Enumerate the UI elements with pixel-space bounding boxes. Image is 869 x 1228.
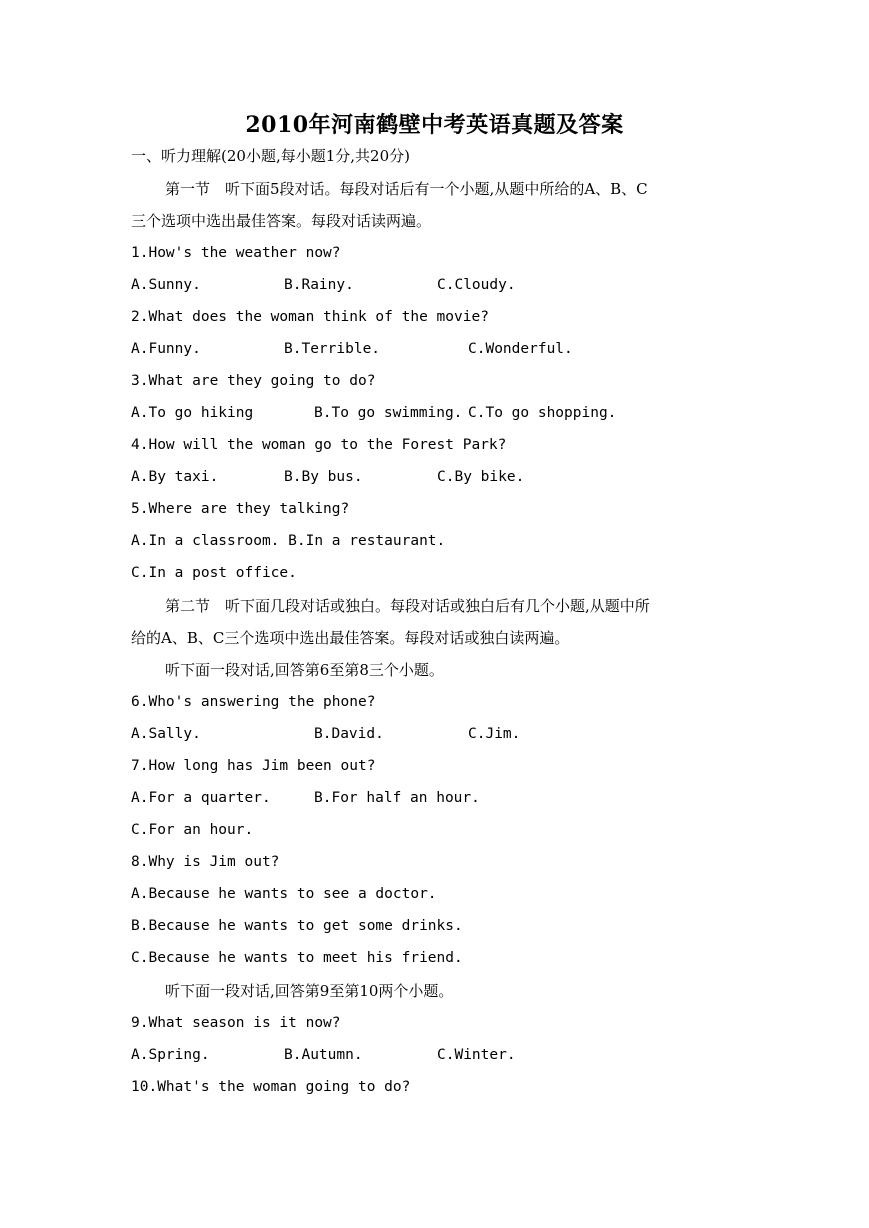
q6-option-c: C.Jim. [468, 726, 521, 742]
intro-questions-6-8: 听下面一段对话,回答第6至第8三个小题。 [165, 661, 444, 679]
question-6: 6.Who's answering the phone? [131, 694, 376, 710]
q1-option-a: A.Sunny. [131, 277, 201, 293]
question-5: 5.Where are they talking? [131, 501, 350, 517]
question-8: 8.Why is Jim out? [131, 854, 280, 870]
part1-instructions-line2: 三个选项中选出最佳答案。每段对话读两遍。 [131, 212, 432, 230]
q8-option-b: B.Because he wants to get some drinks. [131, 918, 463, 934]
q3-option-c: C.To go shopping. [468, 405, 617, 421]
q1-option-b: B.Rainy. [284, 277, 354, 293]
q8-option-c: C.Because he wants to meet his friend. [131, 950, 463, 966]
q5-option-c: C.In a post office. [131, 565, 297, 581]
question-3: 3.What are they going to do? [131, 373, 376, 389]
question-4: 4.How will the woman go to the Forest Park? [131, 437, 507, 453]
q9-option-c: C.Winter. [437, 1047, 516, 1063]
q1-option-c: C.Cloudy. [437, 277, 516, 293]
q2-option-a: A.Funny. [131, 341, 201, 357]
q3-option-b: B.To go swimming. [314, 405, 463, 421]
q7-option-a: A.For a quarter. [131, 790, 271, 806]
question-1: 1.How's the weather now? [131, 245, 341, 261]
q4-option-c: C.By bike. [437, 469, 525, 485]
part2-instructions-line1: 第二节 听下面几段对话或独白。每段对话或独白后有几个小题,从题中所 [165, 597, 650, 615]
part1-instructions-line1: 第一节 听下面5段对话。每段对话后有一个小题,从题中所给的A、B、C [165, 180, 648, 198]
q2-option-b: B.Terrible. [284, 341, 381, 357]
question-9: 9.What season is it now? [131, 1015, 341, 1031]
q9-option-a: A.Spring. [131, 1047, 210, 1063]
q4-option-b: B.By bus. [284, 469, 363, 485]
question-10: 10.What's the woman going to do? [131, 1079, 411, 1095]
q7-option-b: B.For half an hour. [314, 790, 480, 806]
part2-instructions-line2: 给的A、B、C三个选项中选出最佳答案。每段对话或独白读两遍。 [131, 629, 570, 647]
q6-option-a: A.Sally. [131, 726, 201, 742]
page-title: 2010年河南鹤壁中考英语真题及答案 [245, 112, 624, 138]
q2-option-c: C.Wonderful. [468, 341, 573, 357]
q9-option-b: B.Autumn. [284, 1047, 363, 1063]
q3-option-a: A.To go hiking [131, 405, 254, 421]
question-7: 7.How long has Jim been out? [131, 758, 376, 774]
question-2: 2.What does the woman think of the movie? [131, 309, 489, 325]
q6-option-b: B.David. [314, 726, 384, 742]
q5-options-a-b: A.In a classroom. B.In a restaurant. [131, 533, 446, 549]
q7-option-c: C.For an hour. [131, 822, 254, 838]
q8-option-a: A.Because he wants to see a doctor. [131, 886, 437, 902]
intro-questions-9-10: 听下面一段对话,回答第9至第10两个小题。 [165, 982, 454, 1000]
section-heading: 一、听力理解(20小题,每小题1分,共20分) [131, 147, 410, 165]
q4-option-a: A.By taxi. [131, 469, 219, 485]
